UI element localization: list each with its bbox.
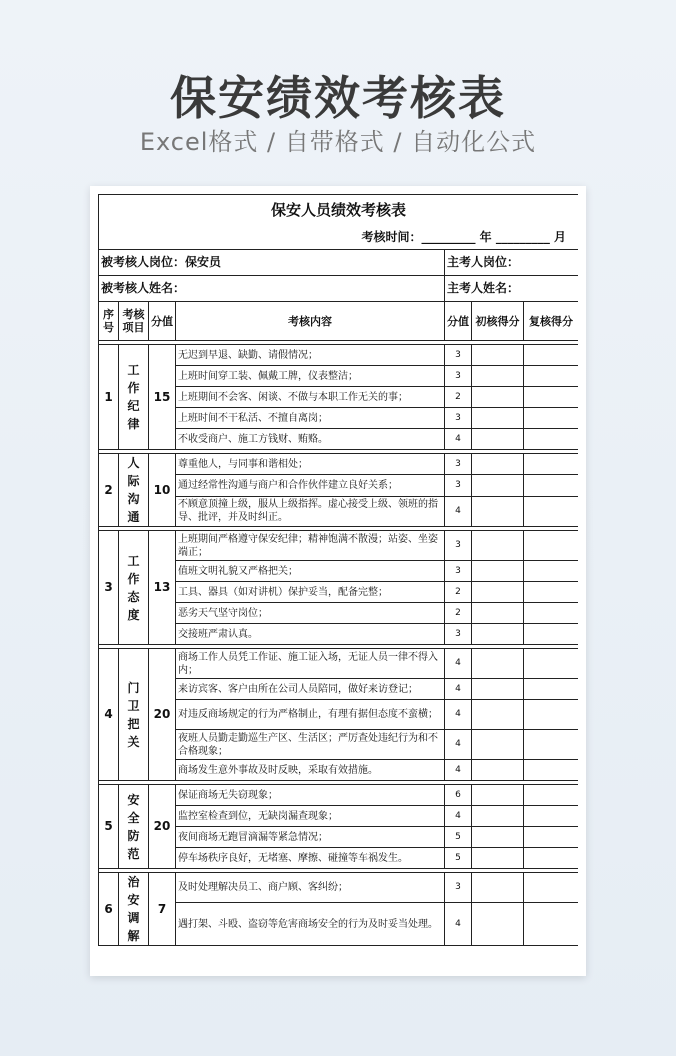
criterion-score: 4 bbox=[445, 429, 472, 450]
second-score-cell[interactable] bbox=[524, 873, 579, 903]
criterion-text: 上班期间不会客、闲谈、不做与本职工作无关的事； bbox=[176, 387, 445, 408]
section-name-text: 工作纪律 bbox=[127, 363, 140, 431]
criterion-score: 3 bbox=[445, 408, 472, 429]
section-number: 3 bbox=[99, 531, 119, 645]
criterion-text: 恶劣天气坚守岗位； bbox=[176, 603, 445, 624]
section-name-text: 安全防范 bbox=[127, 792, 140, 861]
section-name bbox=[119, 345, 149, 450]
second-score-cell[interactable] bbox=[524, 760, 579, 781]
section-number: 2 bbox=[99, 454, 119, 527]
second-score-cell[interactable] bbox=[524, 649, 579, 679]
first-score-cell[interactable] bbox=[472, 408, 524, 429]
criterion-text: 监控室检查到位，无缺岗漏查现象； bbox=[176, 806, 445, 827]
criterion-text: 尊重他人，与同事和谐相处； bbox=[176, 454, 445, 475]
section-number: 4 bbox=[99, 649, 119, 781]
first-score-cell[interactable] bbox=[472, 496, 524, 526]
first-score-cell[interactable] bbox=[472, 848, 524, 869]
section-number: 6 bbox=[99, 873, 119, 946]
section-name-text: 治安调解 bbox=[127, 875, 140, 943]
criterion-text: 不顾意顶撞上级，服从上级指挥。虚心接受上级、领班的指导、批评，并及时纠正。 bbox=[176, 496, 445, 526]
second-score-cell[interactable] bbox=[524, 366, 579, 387]
table-row bbox=[99, 454, 579, 475]
criterion-text: 及时处理解决员工、商户顾、客纠纷； bbox=[176, 873, 445, 903]
criterion-score: 3 bbox=[445, 561, 472, 582]
first-score-cell[interactable] bbox=[472, 603, 524, 624]
header-item-score: 分值 bbox=[445, 302, 472, 341]
criterion-text: 商场发生意外事故及时反映，采取有效措施。 bbox=[176, 760, 445, 781]
criterion-text: 值班文明礼貌又严格把关； bbox=[176, 561, 445, 582]
section-number: 5 bbox=[99, 785, 119, 869]
table-row bbox=[99, 785, 579, 806]
second-score-cell[interactable] bbox=[524, 531, 579, 561]
criterion-score: 4 bbox=[445, 679, 472, 700]
second-score-cell[interactable] bbox=[524, 785, 579, 806]
criterion-score: 3 bbox=[445, 454, 472, 475]
criterion-score: 4 bbox=[445, 903, 472, 946]
criterion-score: 3 bbox=[445, 873, 472, 903]
criterion-score: 3 bbox=[445, 531, 472, 561]
first-score-cell[interactable] bbox=[472, 454, 524, 475]
criterion-text: 夜间商场无跑冒滴漏等紧急情况； bbox=[176, 827, 445, 848]
header-first-score: 初核得分 bbox=[472, 302, 524, 341]
second-score-cell[interactable] bbox=[524, 496, 579, 526]
first-score-cell[interactable] bbox=[472, 387, 524, 408]
first-score-cell[interactable] bbox=[472, 806, 524, 827]
section-total-score: 13 bbox=[149, 531, 176, 645]
first-score-cell[interactable] bbox=[472, 785, 524, 806]
criterion-text: 遇打架、斗殴、盗窃等危害商场安全的行为及时妥当处理。 bbox=[176, 903, 445, 946]
header-content: 考核内容 bbox=[176, 302, 445, 341]
section-name bbox=[119, 873, 149, 946]
second-score-cell[interactable] bbox=[524, 603, 579, 624]
first-score-cell[interactable] bbox=[472, 624, 524, 645]
second-score-cell[interactable] bbox=[524, 806, 579, 827]
section-total-score: 15 bbox=[149, 345, 176, 450]
table-row bbox=[99, 649, 579, 679]
form-title: 保安人员绩效考核表 bbox=[99, 195, 579, 226]
criterion-score: 4 bbox=[445, 760, 472, 781]
second-score-cell[interactable] bbox=[524, 679, 579, 700]
criterion-text: 保证商场无失窃现象； bbox=[176, 785, 445, 806]
hero-subtitle: Excel格式 / 自带格式 / 自动化公式 bbox=[139, 128, 537, 156]
criterion-score: 3 bbox=[445, 624, 472, 645]
second-score-cell[interactable] bbox=[524, 582, 579, 603]
criterion-score: 3 bbox=[445, 345, 472, 366]
second-score-cell[interactable] bbox=[524, 848, 579, 869]
table-row bbox=[99, 531, 579, 561]
assessor-post[interactable]: 主考人岗位： bbox=[445, 250, 579, 276]
second-score-cell[interactable] bbox=[524, 475, 579, 496]
assessee-name[interactable]: 被考核人姓名： bbox=[99, 276, 445, 302]
criterion-score: 6 bbox=[445, 785, 472, 806]
second-score-cell[interactable] bbox=[524, 429, 579, 450]
section-name-text: 门卫把关 bbox=[127, 680, 140, 749]
section-name-text: 人际沟通 bbox=[127, 456, 140, 524]
second-score-cell[interactable] bbox=[524, 700, 579, 730]
header-item: 考核项目 bbox=[119, 302, 149, 341]
section-number: 1 bbox=[99, 345, 119, 450]
first-score-cell[interactable] bbox=[472, 345, 524, 366]
second-score-cell[interactable] bbox=[524, 730, 579, 760]
first-score-cell[interactable] bbox=[472, 730, 524, 760]
header-score: 分值 bbox=[149, 302, 176, 341]
criterion-text: 停车场秩序良好，无堵塞、摩擦、碰撞等车祸发生。 bbox=[176, 848, 445, 869]
first-score-cell[interactable] bbox=[472, 700, 524, 730]
criterion-text: 交接班严肃认真。 bbox=[176, 624, 445, 645]
first-score-cell[interactable] bbox=[472, 582, 524, 603]
section-name bbox=[119, 531, 149, 645]
criterion-text: 不收受商户、施工方钱财、贿赂。 bbox=[176, 429, 445, 450]
header-second-score: 复核得分 bbox=[524, 302, 579, 341]
first-score-cell[interactable] bbox=[472, 366, 524, 387]
criterion-score: 5 bbox=[445, 848, 472, 869]
first-score-cell[interactable] bbox=[472, 760, 524, 781]
first-score-cell[interactable] bbox=[472, 679, 524, 700]
criterion-score: 4 bbox=[445, 496, 472, 526]
second-score-cell[interactable] bbox=[524, 903, 579, 946]
criterion-score: 2 bbox=[445, 582, 472, 603]
first-score-cell[interactable] bbox=[472, 827, 524, 848]
criterion-text: 通过经常性沟通与商户和合作伙伴建立良好关系； bbox=[176, 475, 445, 496]
criterion-text: 工具、器具（如对讲机）保护妥当，配备完整； bbox=[176, 582, 445, 603]
spreadsheet-sheet bbox=[98, 194, 578, 964]
second-score-cell[interactable] bbox=[524, 561, 579, 582]
table-row bbox=[99, 345, 579, 366]
criterion-text: 夜班人员勤走勤巡生产区、生活区；严厉查处违纪行为和不合格现象； bbox=[176, 730, 445, 760]
section-total-score: 10 bbox=[149, 454, 176, 527]
second-score-cell[interactable] bbox=[524, 345, 579, 366]
section-name bbox=[119, 454, 149, 527]
assessor-name[interactable]: 主考人姓名： bbox=[445, 276, 579, 302]
criterion-text: 上班时间穿工装、佩戴工牌，仪表整洁； bbox=[176, 366, 445, 387]
criterion-score: 3 bbox=[445, 366, 472, 387]
table-row bbox=[99, 873, 579, 903]
assessment-table bbox=[98, 194, 578, 946]
second-score-cell[interactable] bbox=[524, 387, 579, 408]
first-score-cell[interactable] bbox=[472, 531, 524, 561]
criterion-score: 3 bbox=[445, 475, 472, 496]
first-score-cell[interactable] bbox=[472, 475, 524, 496]
header-seq: 序号 bbox=[99, 302, 119, 341]
first-score-cell[interactable] bbox=[472, 873, 524, 903]
criterion-score: 2 bbox=[445, 387, 472, 408]
criterion-text: 来访宾客、客户由所在公司人员陪同，做好来访登记； bbox=[176, 679, 445, 700]
criterion-text: 上班期间严格遵守保安纪律；精神饱满不散漫；站姿、坐姿端正； bbox=[176, 531, 445, 561]
criterion-score: 4 bbox=[445, 730, 472, 760]
criterion-score: 5 bbox=[445, 827, 472, 848]
document-preview bbox=[90, 186, 586, 976]
first-score-cell[interactable] bbox=[472, 649, 524, 679]
first-score-cell[interactable] bbox=[472, 429, 524, 450]
criterion-score: 4 bbox=[445, 806, 472, 827]
first-score-cell[interactable] bbox=[472, 561, 524, 582]
criterion-text: 无迟到早退、缺勤、请假情况； bbox=[176, 345, 445, 366]
criterion-score: 4 bbox=[445, 700, 472, 730]
criterion-text: 对违反商场规定的行为严格制止，有理有据但态度不蛮横； bbox=[176, 700, 445, 730]
first-score-cell[interactable] bbox=[472, 903, 524, 946]
criterion-text: 上班时间不干私活、不擅自离岗； bbox=[176, 408, 445, 429]
criterion-score: 4 bbox=[445, 649, 472, 679]
hero-title: 保安绩效考核表 bbox=[170, 71, 506, 125]
section-name bbox=[119, 649, 149, 781]
section-name-text: 工作态度 bbox=[127, 553, 140, 622]
second-score-cell[interactable] bbox=[524, 624, 579, 645]
assessee-post[interactable]: 被考核人岗位：保安员 bbox=[99, 250, 445, 276]
second-score-cell[interactable] bbox=[524, 454, 579, 475]
criterion-text: 商场工作人员凭工作证、施工证入场，无证人员一律不得入内； bbox=[176, 649, 445, 679]
criterion-score: 2 bbox=[445, 603, 472, 624]
section-total-score: 20 bbox=[149, 785, 176, 869]
section-total-score: 20 bbox=[149, 649, 176, 781]
assessment-time: 考核时间：_________ 年 _________ 月 bbox=[99, 225, 579, 250]
second-score-cell[interactable] bbox=[524, 827, 579, 848]
section-name bbox=[119, 785, 149, 869]
section-total-score: 7 bbox=[149, 873, 176, 946]
second-score-cell[interactable] bbox=[524, 408, 579, 429]
